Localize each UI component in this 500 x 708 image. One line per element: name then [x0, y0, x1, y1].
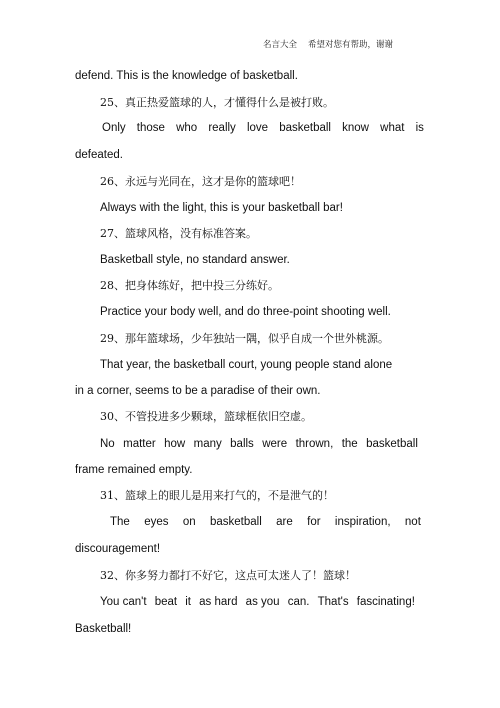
header-note: 希望对您有帮助，谢谢: [308, 40, 394, 50]
word: as you: [245, 596, 280, 608]
word: love: [246, 122, 269, 134]
word: were: [262, 438, 288, 450]
word: know: [342, 122, 369, 134]
quote-zh-25: 25、真正热爱篮球的人，才懂得什么是被打败。: [100, 96, 334, 109]
quote-zh-26: 26、永远与光同在，这才是你的篮球吧！: [100, 175, 301, 188]
word: is: [415, 122, 424, 134]
word: many: [193, 438, 222, 450]
quote-zh-27: 27、篮球风格，没有标准答案。: [100, 227, 257, 240]
quote-en-32-line1: [100, 595, 415, 609]
word: basketball: [366, 438, 418, 450]
quote-zh-30: 30、不管投进多少颗球，篮球框依旧空虚。: [100, 410, 312, 423]
word: really: [208, 122, 236, 134]
quote-en-28: Practice your body well, and do three-point shooting well.: [100, 306, 391, 318]
word: fascinating!: [356, 596, 415, 608]
quote-en-26: Always with the light, this is your basketball bar!: [100, 202, 343, 214]
word: Only: [102, 122, 126, 134]
word: the: [341, 438, 358, 450]
word: basketball: [279, 122, 331, 134]
quote-en-25-line2: defeated.: [75, 149, 123, 161]
word: thrown,: [295, 438, 334, 450]
word: You can't: [100, 596, 147, 608]
word: who: [176, 122, 198, 134]
quote-zh-29: 29、那年篮球场，少年独站一隅，似乎自成一个世外桃源。: [100, 332, 389, 345]
quote-en-27: Basketball style, no standard answer.: [100, 254, 290, 266]
word: can.: [287, 596, 310, 608]
quote-zh-31: 31、篮球上的眼儿是用来打气的，不是泄气的！: [100, 489, 334, 502]
word: balls: [230, 438, 254, 450]
word: it: [185, 596, 191, 608]
quote-en-32-line2: Basketball!: [75, 623, 132, 635]
text-line: defend. This is the knowledge of basketball.: [75, 70, 298, 82]
word: eyes: [144, 516, 169, 528]
quote-en-31-line1: [110, 515, 421, 529]
quote-en-30-line2: frame remained empty.: [75, 464, 193, 476]
word: are: [276, 516, 293, 528]
word: how: [164, 438, 186, 450]
word: basketball: [210, 516, 262, 528]
word: those: [136, 122, 165, 134]
quote-en-29-line2: in a corner, seems to be a paradise of their own.: [75, 385, 321, 397]
quote-zh-32: 32、你多努力都打不好它，这点可太迷人了！篮球！: [100, 569, 356, 582]
word: for: [307, 516, 321, 528]
word: as hard: [199, 596, 238, 608]
word: on: [182, 516, 196, 528]
quote-en-31-line2: discouragement!: [75, 543, 161, 555]
quote-en-30-line1: [100, 437, 418, 451]
word: No: [100, 438, 115, 450]
word: The: [110, 516, 130, 528]
word: matter: [123, 438, 156, 450]
word: That's: [317, 596, 349, 608]
quote-en-25-line1: [102, 121, 424, 135]
quote-zh-28: 28、把身体练好，把中投三分练好。: [100, 279, 279, 292]
word: what: [380, 122, 405, 134]
header-title: 名言大全: [263, 40, 298, 50]
quote-en-29-line1: That year, the basketball court, young people stand alone: [100, 359, 393, 371]
word: not: [404, 516, 421, 528]
word: beat: [154, 596, 178, 608]
word: inspiration,: [334, 516, 391, 528]
